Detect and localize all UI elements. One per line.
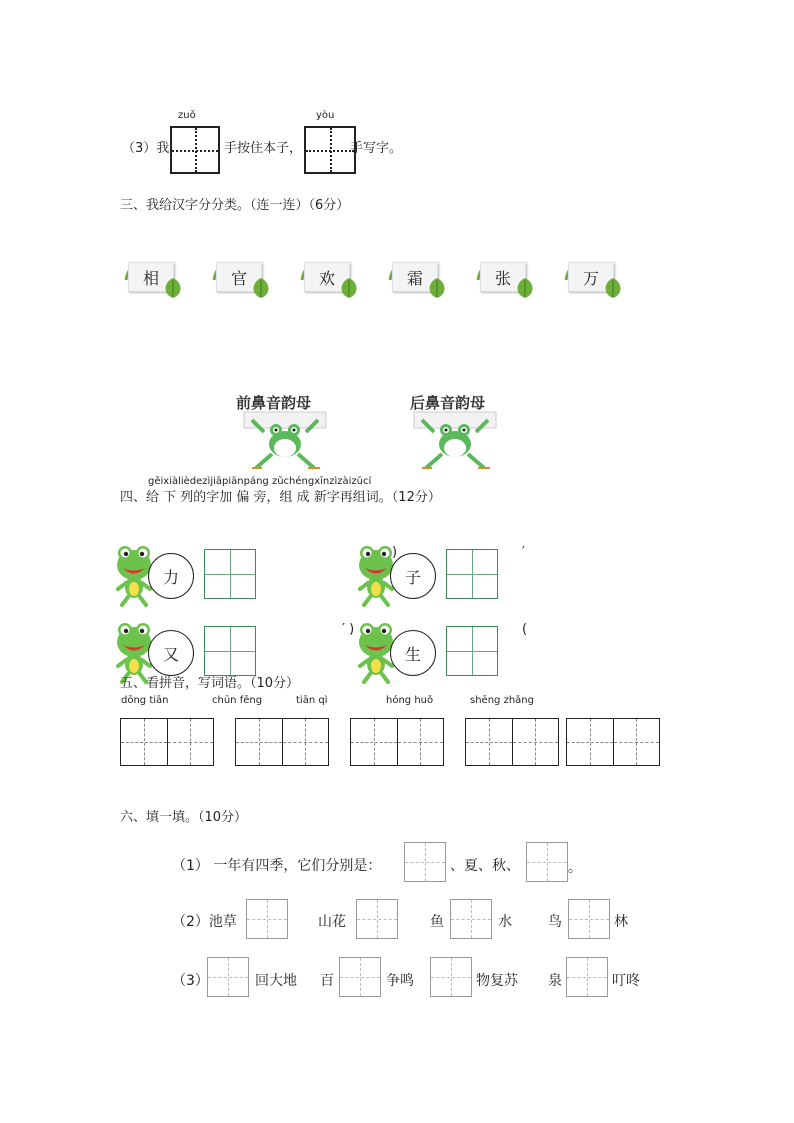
char-card-text: 万	[568, 262, 614, 292]
q2-item3-end: 手写字。	[350, 141, 403, 156]
leaf-icon	[162, 276, 184, 300]
q5-title: 五、看拼音，写词语。（10分）	[120, 676, 300, 691]
sign-front-nasal[interactable]	[232, 392, 332, 472]
leaf-icon	[338, 276, 360, 300]
q5-pinyin-3: tiān qì	[296, 695, 328, 706]
q6-l1-c: 。	[568, 860, 582, 876]
leaf-icon	[514, 276, 536, 300]
char-card[interactable]	[124, 262, 176, 292]
new-char-box[interactable]	[446, 549, 498, 599]
q5-pinyin-4: hóng huǒ	[386, 695, 434, 706]
paren-mark: )	[392, 545, 398, 560]
q6-l2-f: 林	[614, 914, 628, 930]
q4-title: 四、给 下 列的字加 偏 旁，组 成 新字再组词。（12分）	[120, 490, 441, 505]
leaf-icon	[426, 276, 448, 300]
q2-item3-label: （3）我	[122, 141, 170, 156]
fill-box-l2-3[interactable]	[450, 899, 492, 939]
q6-l3-e: 物复苏	[476, 973, 518, 989]
q6-title: 六、填一填。（10分）	[120, 810, 248, 825]
char-circle: 力	[148, 553, 194, 599]
q6-l1-a: （1） 一年有四季，它们分别是：	[172, 858, 382, 874]
paren-mark: ′ )	[342, 622, 355, 637]
q6-l3-g: 叮咚	[612, 973, 640, 989]
fill-box-l2-1[interactable]	[246, 899, 288, 939]
char-card[interactable]	[300, 262, 352, 292]
answer-box-zuo[interactable]	[170, 126, 220, 174]
word-box-1[interactable]	[120, 718, 214, 766]
q6-l2-c: 鱼	[430, 914, 444, 930]
char-circle: 生	[390, 630, 436, 676]
answer-box-you[interactable]	[304, 126, 356, 174]
char-card[interactable]	[476, 262, 528, 292]
word-box-4[interactable]	[465, 718, 559, 766]
fill-box-l3-4[interactable]	[566, 957, 608, 997]
q6-l1-b: 、夏、秋、	[450, 858, 520, 874]
char-card[interactable]	[564, 262, 616, 292]
sign-back-label: 后鼻音韵母	[410, 394, 486, 412]
q2-item3-mid: 手按住本子，	[224, 141, 303, 156]
char-card-text: 张	[480, 262, 526, 292]
frog-holding-sign-icon	[242, 410, 328, 470]
char-card[interactable]	[212, 262, 264, 292]
word-box-2[interactable]	[235, 718, 329, 766]
q6-l3-b: 回大地	[255, 973, 297, 989]
q6-l3-f: 泉	[548, 973, 562, 989]
frog-holding-sign-icon	[412, 410, 498, 470]
paren-mark: ′	[522, 545, 525, 560]
fill-box-l2-2[interactable]	[356, 899, 398, 939]
pinyin-you: yòu	[316, 110, 335, 121]
char-circle: 子	[390, 553, 436, 599]
q5-pinyin-1: dōng tiān	[121, 695, 169, 706]
new-char-box[interactable]	[446, 626, 498, 676]
sign-back-nasal[interactable]	[408, 392, 508, 472]
char-card-text: 欢	[304, 262, 350, 292]
paren-mark: (	[522, 622, 528, 637]
q5-pinyin-5: shēng zhǎng	[470, 695, 534, 706]
fill-box-l2-4[interactable]	[568, 899, 610, 939]
leaf-icon	[250, 276, 272, 300]
pinyin-zuo: zuǒ	[178, 110, 196, 121]
word-box-3[interactable]	[350, 718, 444, 766]
fill-box-l3-2[interactable]	[339, 957, 381, 997]
q6-l3-a: （3）	[172, 973, 209, 989]
fill-box-l3-1[interactable]	[207, 957, 249, 997]
q6-l3-c: 百	[320, 973, 334, 989]
q3-title: 三、我给汉字分分类。（连一连）（6分）	[120, 198, 350, 213]
leaf-icon	[602, 276, 624, 300]
char-card[interactable]	[388, 262, 440, 292]
fill-box-spring[interactable]	[404, 842, 446, 882]
sign-front-label: 前鼻音韵母	[236, 394, 312, 412]
char-card-text: 官	[216, 262, 262, 292]
q6-l3-d: 争鸣	[386, 973, 414, 989]
new-char-box[interactable]	[204, 626, 256, 676]
q4-pinyin-line: gěixiàlièdezìjiāpiānpáng zǔchéngxīnzìzàizǔcí	[148, 476, 372, 487]
fill-box-winter[interactable]	[526, 842, 568, 882]
q6-l2-b: 山花	[318, 914, 346, 930]
char-card-text: 霜	[392, 262, 438, 292]
q5-pinyin-2: chūn fēng	[212, 695, 263, 706]
word-box-5[interactable]	[566, 718, 660, 766]
q6-l2-e: 鸟	[548, 914, 562, 930]
new-char-box[interactable]	[204, 549, 256, 599]
fill-box-l3-3[interactable]	[430, 957, 472, 997]
q6-l2-a: （2）池草	[172, 914, 237, 930]
char-circle: 又	[148, 630, 194, 676]
q6-l2-d: 水	[498, 914, 512, 930]
char-card-text: 相	[128, 262, 174, 292]
